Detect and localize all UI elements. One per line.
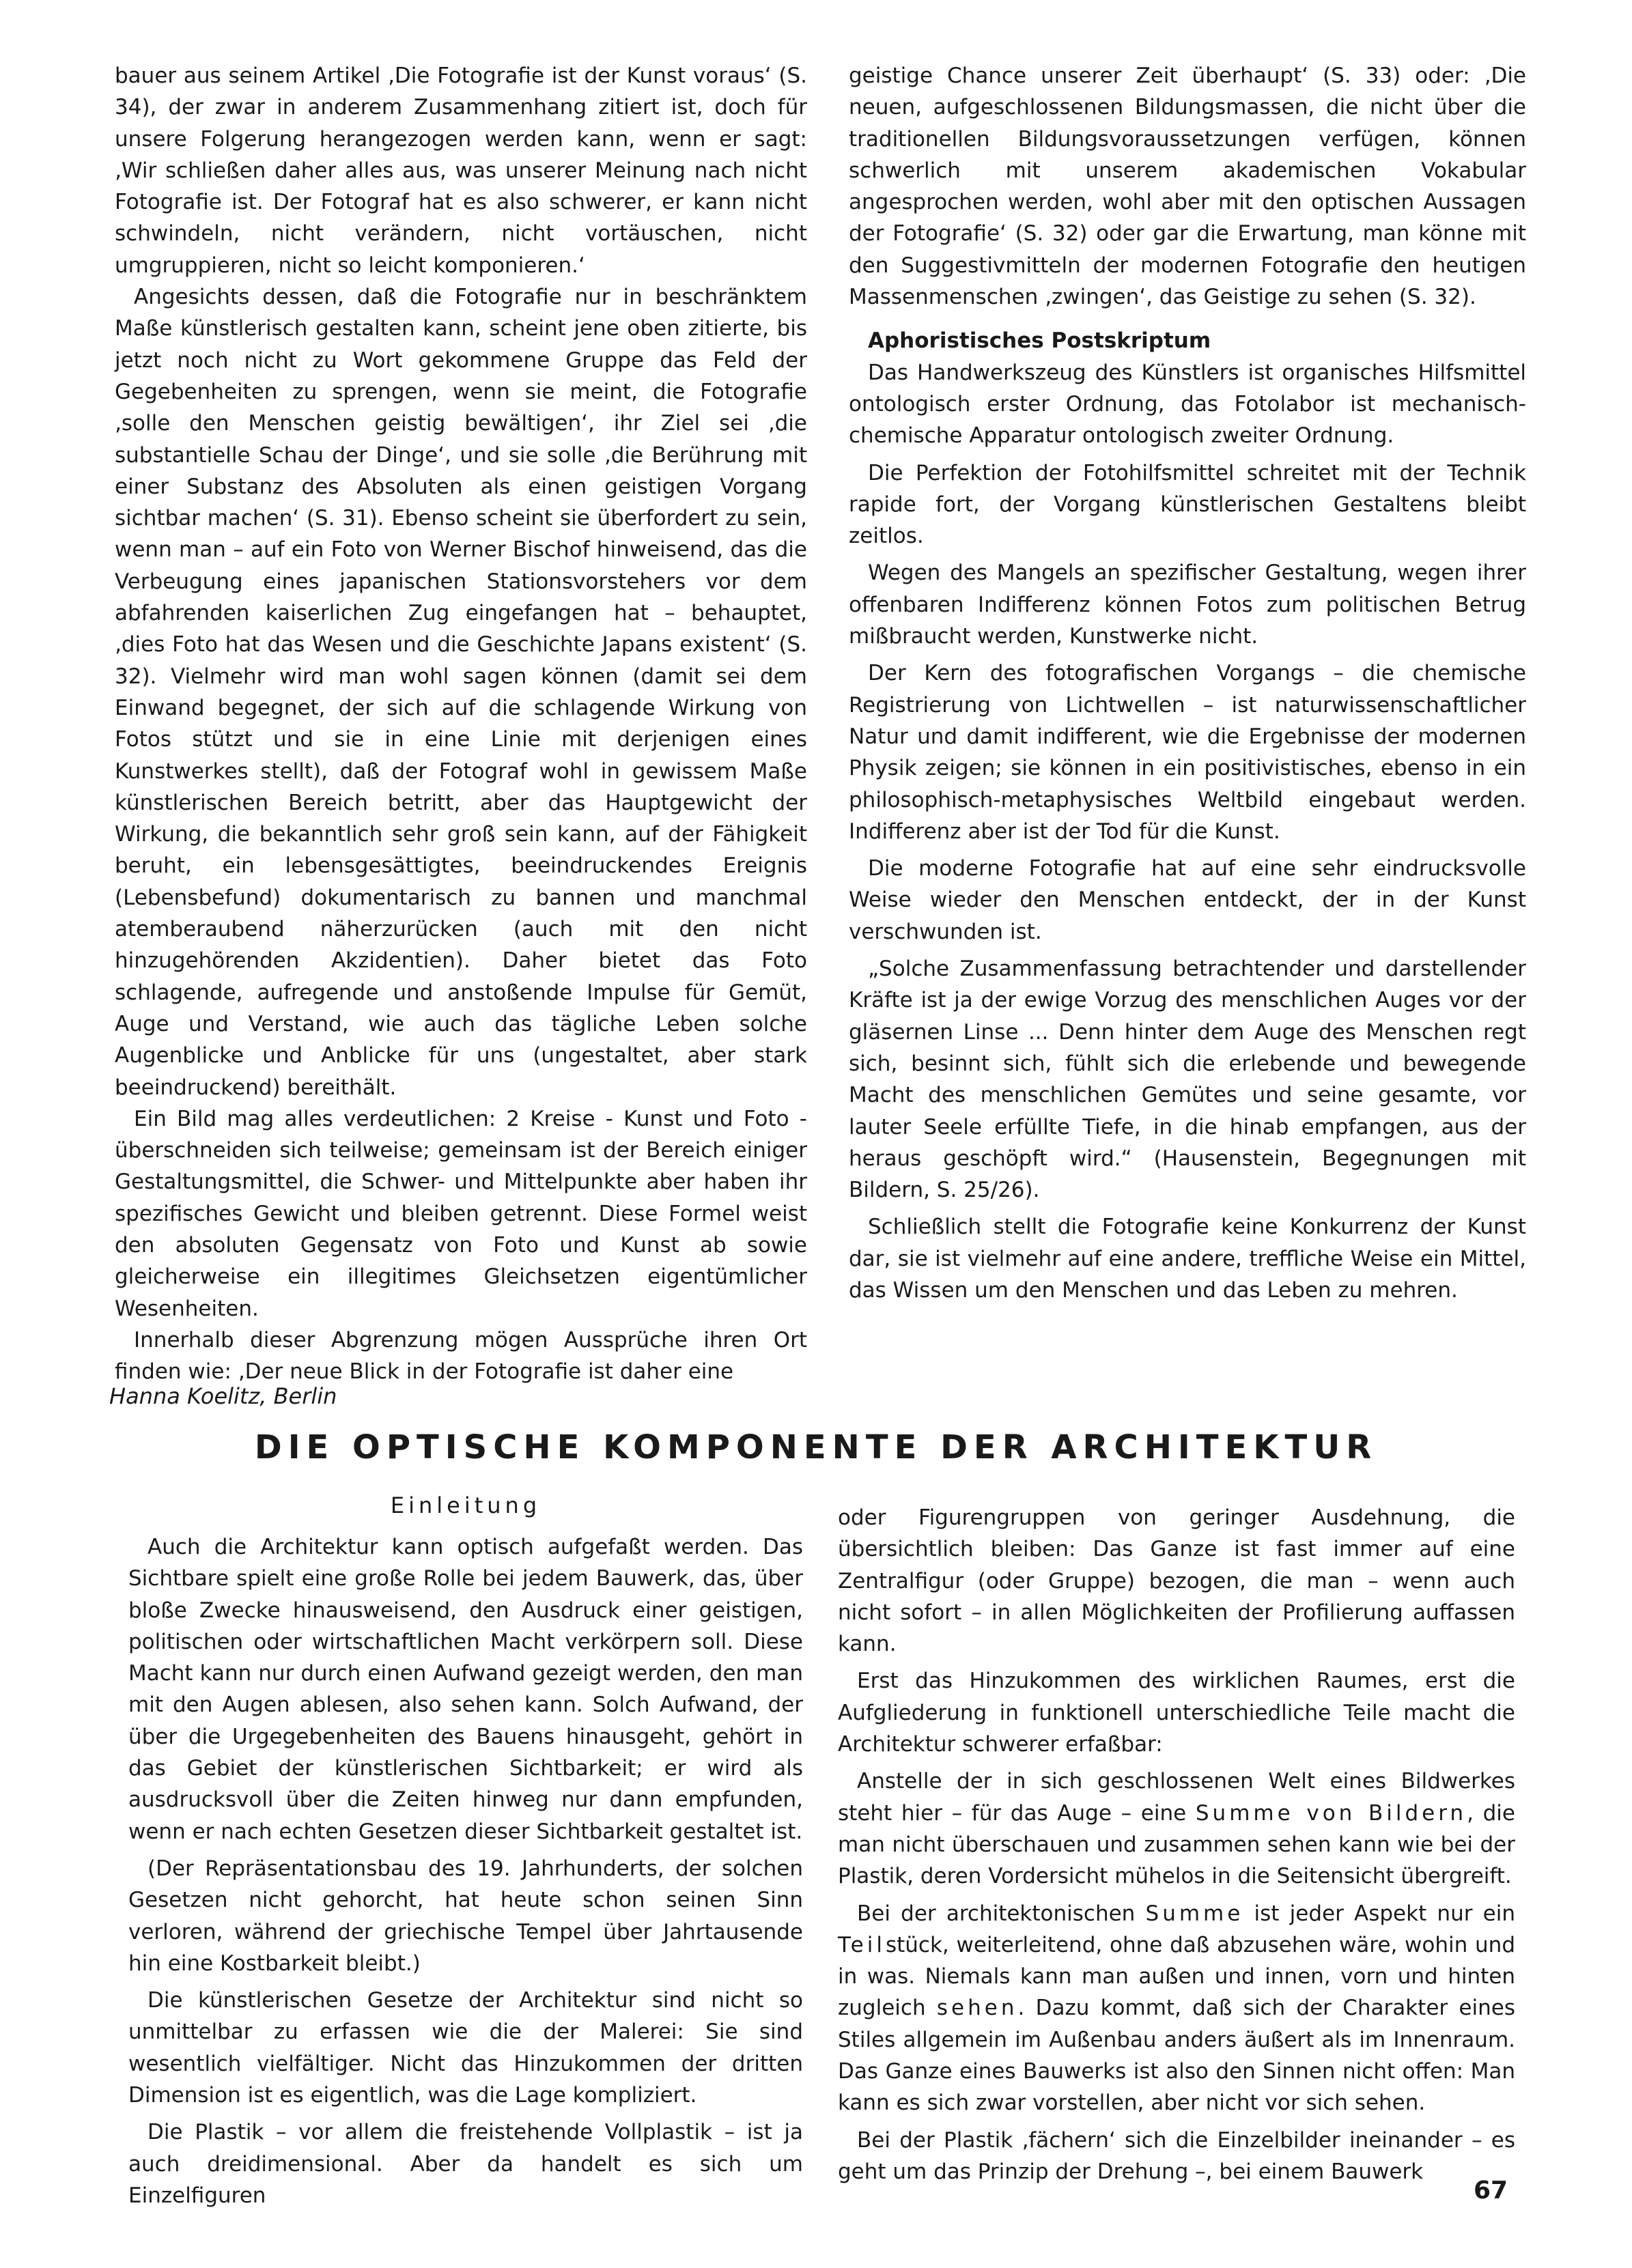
text-run: stück, weiterleitend, ohne daß abzusehen wäre, wohin und in was. Niemals kann man außen und innen, vorn und hinten zugleich [838, 1932, 1515, 2021]
emphasis-text: sehen [936, 1996, 1018, 2021]
paragraph: Auch die Architektur kann optisch aufgefaßt werden. Das Sichtbare spielt eine große Rolle bei jedem Bauwerk, das, über bloße Zwecke hinausweisend, den Ausdruck einer geistigen, politischen oder wirtschaftlichen Macht verkörpern soll. Diese Macht kann nur durch einen Aufwand gezeigt werden, den man mit den Augen ablesen, also sehen kann. Solch Aufwand, der über die Urgegebenheiten des Bauens hinausgeht, gehört in das Gebiet der künstlerischen Sichtbarkeit; er wird als ausdrucksvoll über die Zeiten hinweg nur dann empfunden, wenn er nach echten Gesetzen dieser Sichtbarkeit gestaltet ist. [128, 1535, 803, 1844]
paragraph: Ein Bild mag alles verdeutlichen: 2 Kreise - Kunst und Foto - überschneiden sich teilweise; gemeinsam ist der Bereich einiger Gestaltungsmittel, die Schwer- und Mittelpunkte aber haben ihr spezifisches Gewicht und bleiben getrennt. Diese Formel weist den absoluten Gegensatz von Foto und Kunst ab sowie gleicherweise ein illegitimes Gleichsetzen eigentümlicher Wesenheiten. [115, 1106, 807, 1321]
paragraph [838, 1766, 1515, 1892]
paragraph: Die künstlerischen Gesetze der Architektur sind nicht so unmittelbar zu erfassen wie die der Malerei: Sie sind wesentlich vielfältiger. Nicht das Hinzukommen der dritten Dimension ist es eigentlich, was die Lage kompliziert. [128, 1988, 803, 2108]
text-run: Anstelle der in sich geschlossenen Welt eines Bildwerkes steht hier – für das Auge – eine [838, 1769, 1515, 1826]
emphasis-text: Teil [838, 1932, 886, 1957]
paragraph: Das Handwerkszeug des Künstlers ist organisches Hilfsmittel ontologisch erster Ordnung, das Fotolabor ist mechanisch-chemische Apparatur ontologisch zweiter Ordnung. [849, 360, 1526, 449]
top-left-column [115, 60, 807, 1387]
paragraph: Wegen des Mangels an spezifischer Gestaltung, wegen ihrer offenbaren Indifferenz können Fotos zum politischen Betrug mißbraucht werden, Kunstwerke nicht. [849, 561, 1526, 649]
paragraph: bauer aus seinem Artikel ‚Die Fotografie ist der Kunst voraus‘ (S. 34), der zwar in anderem Zusammenhang zitiert ist, doch für unsere Folgerung herangezogen werden kann, wenn er sagt: ‚Wir schließen daher alles aus, was unserer Meinung nach nicht Fotografie ist. Der Fotograf hat es also schwerer, er kann nicht schwindeln, nicht verändern, nicht vortäuschen, nicht umgruppieren, nicht so leicht komponieren.‘ [115, 63, 807, 278]
paragraph: geistige Chance unserer Zeit überhaupt‘ (S. 33) oder: ‚Die neuen, aufgeschlossenen Bildungsmassen, die nicht über die traditionellen Bildungsvoraussetzungen verfügen, können schwerlich mit unserem akademischen Vokabular angesprochen werden, wohl aber mit den optischen Aussagen der Fotografie‘ (S. 32) oder gar die Erwartung, man könne mit den Suggestivmitteln der modernen Fotografie den heutigen Massenmenschen ‚zwingen‘, das Geistige zu sehen (S. 32). [849, 63, 1526, 310]
bottom-left-column [128, 1531, 803, 2211]
paragraph [838, 1898, 1515, 2119]
paragraph: Erst das Hinzukommen des wirklichen Raumes, erst die Aufgliederung in funktionell unterschiedliche Teile macht die Architektur schwerer erfaßbar: [838, 1669, 1515, 1757]
article-author: Hanna Koelitz, Berlin [109, 1383, 337, 1409]
bottom-right-column [838, 1502, 1515, 2187]
text-run: , die man nicht überschauen und zusammen sehen kann wie bei der Plastik, deren Vordersicht mühelos in die Seitensicht übergreift. [838, 1800, 1515, 1889]
section-heading: Aphoristisches Postskriptum [868, 328, 1211, 354]
paragraph: Die Perfektion der Fotohilfsmittel schreitet mit der Technik rapide fort, der Vorgang künstlerischen Gestaltens bleibt zeitlos. [849, 460, 1526, 549]
paragraph: „Solche Zusammenfassung betrachtender und darstellender Kräfte ist ja der ewige Vorzug des menschlichen Auges vor der gläsernen Linse ... Denn hinter dem Auge des Menschen regt sich, besinnt sich, fühlt sich die erlebende und bewegende Macht des menschlichen Gemütes und seine gesamte, vor lauter Seele erfüllte Tiefe, in die hinab empfangen, aus der heraus geschöpft wird.“ (Hausenstein, Begegnungen mit Bildern, S. 25/26). [849, 956, 1526, 1203]
article-subtitle: Einleitung [390, 1492, 541, 1518]
text-run: Bei der architektonischen [857, 1901, 1146, 1926]
paragraph: Angesichts dessen, daß die Fotografie nur in beschränktem Maße künstlerisch gestalten kann, scheint jene oben zitierte, bis jetzt noch nicht zu Wort gekommene Gruppe das Feld der Gegebenheiten zu sprengen, wenn sie meint, die Fotografie ‚solle den Menschen geistig bewältigen‘, ihr Ziel sei ‚die substantielle Schau der Dinge‘, und sie solle ‚die Berührung mit einer Substanz des Absoluten als einen geistigen Vorgang sichtbar machen‘ (S. 31). Ebenso scheint sie überfordert zu sein, wenn man – auf ein Foto von Werner Bischof hinweisend, das die Verbeugung eines japanischen Stationsvorstehers vor dem abfahrenden kaiserlichen Zug eingefangen hat – behauptet, ‚dies Foto hat das Wesen und die Geschichte Japans existent‘ (S. 32). Vielmehr wird man wohl sagen können (damit sei dem Einwand begegnet, der sich auf die schlagende Wirkung von Fotos stützt und sie in eine Linie mit derjenigen eines Kunstwerkes stellt), daß der Fotograf wohl in gewissem Maße künstlerischen Bereich betritt, aber das Hauptgewicht der Wirkung, die bekanntlich sehr groß sein kann, auf der Fähigkeit beruht, ein lebensgesättigtes, beeindruckendes Ereignis (Lebensbefund) dokumentarisch zu bannen und manchmal atemberaubend näherzurücken (auch mit den nicht hinzugehörenden Akzidentien). Daher bietet das Foto schlagende, aufregende und anstoßende Impulse für Gemüt, Auge und Verstand, wie auch das tägliche Leben solche Augenblicke und Anblicke für uns (ungestaltet, aber stark beeindruckend) bereithält. [115, 285, 807, 1100]
text-run: . Dazu kommt, daß sich der Charakter eines Stiles allgemein im Außenbau anders äußert als im Innenraum. Das Ganze eines Bauwerks ist also den Sinnen nicht offen: Man kann es sich zwar vorstellen, aber nicht vor sich sehen. [838, 1996, 1515, 2116]
paragraph: Die Plastik – vor allem die freistehende Vollplastik – ist ja auch dreidimensional. Aber da handelt es sich um Einzelfiguren [128, 2120, 803, 2208]
paragraph: Bei der Plastik ‚fächern‘ sich die Einzelbilder ineinander – es geht um das Prinzip der Drehung –, bei einem Bauwerk [838, 2127, 1515, 2184]
text-run: ist jeder Aspekt nur ein [1243, 1901, 1515, 1926]
paragraph: Der Kern des fotografischen Vorgangs – die chemische Registrierung von Lichtwellen – ist naturwissenschaftlicher Natur und damit indifferent, wie die Ergebnisse der modernen Physik zeigen; sie können in ein positivistisches, ebenso in ein philosophisch-metaphysisches Weltbild eingebaut werden. Indifferenz aber ist der Tod für die Kunst. [849, 661, 1526, 844]
paragraph: Schließlich stellt die Fotografie keine Konkurrenz der Kunst dar, sie ist vielmehr auf eine andere, treffliche Weise ein Mittel, das Wissen um den Menschen und das Leben zu mehren. [849, 1215, 1526, 1303]
paragraph: Die moderne Fotografie hat auf eine sehr eindrucksvolle Weise wieder den Menschen entdeckt, der in der Kunst verschwunden ist. [849, 856, 1526, 944]
paragraph: Innerhalb dieser Abgrenzung mögen Aussprüche ihren Ort finden wie: ‚Der neue Blick in der Fotografie ist daher eine [115, 1327, 807, 1385]
article-title: DIE OPTISCHE KOMPONENTE DER ARCHITEKTUR [254, 1428, 1378, 1466]
emphasis-text: Summe [1145, 1901, 1244, 1926]
paragraph: (Der Repräsentationsbau des 19. Jahrhunderts, der solchen Gesetzen nicht gehorcht, hat heute schon seinen Sinn verloren, während der griechische Tempel über Jahrtausende hin eine Kostbarkeit bleibt.) [128, 1856, 803, 1976]
paragraph: oder Figurengruppen von geringer Ausdehnung, die übersichtlich bleiben: Das Ganze ist fast immer auf eine Zentralfigur (oder Gruppe) bezogen, die man – wenn auch nicht sofort – in allen Möglichkeiten der Profilierung auffassen kann. [838, 1505, 1515, 1657]
page-number: 67 [1474, 2177, 1508, 2205]
emphasis-text: Summe von Bildern [1195, 1800, 1467, 1826]
top-right-column [849, 60, 1526, 1306]
